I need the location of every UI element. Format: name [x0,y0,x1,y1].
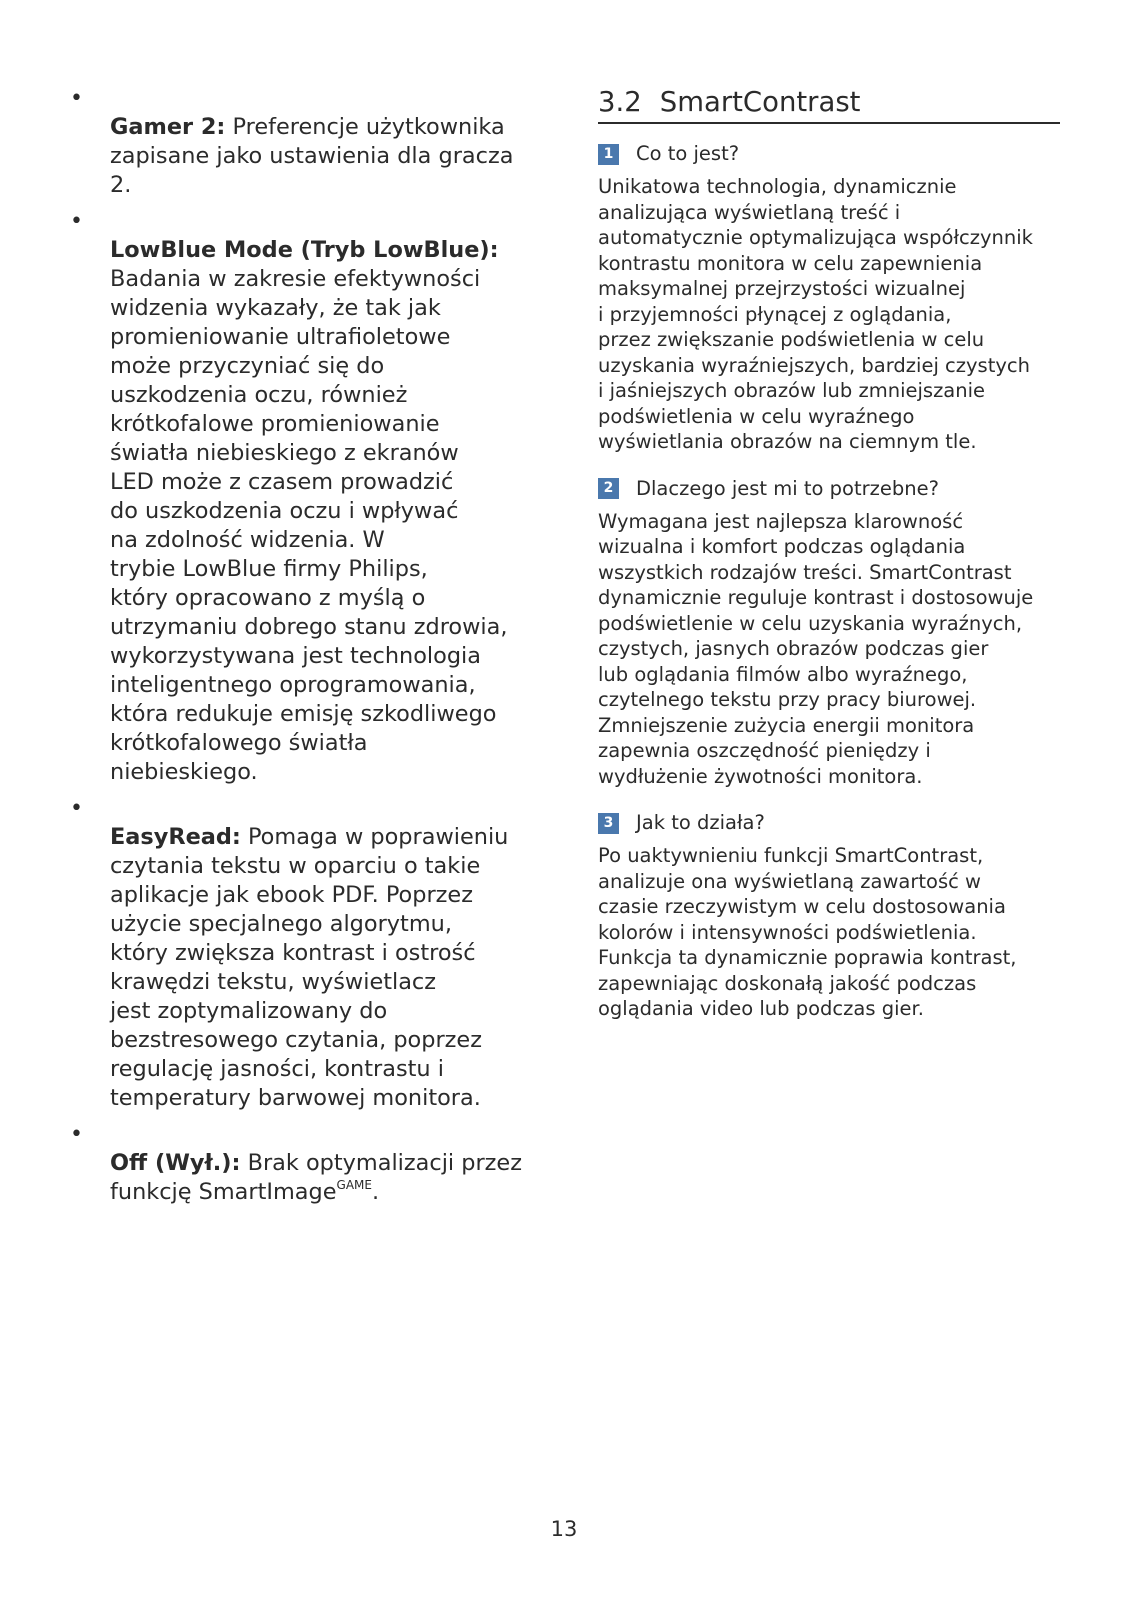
subsection-body-1: Unikatowa technologia, dynamicznie analizująca wyświetlaną treść i automatycznie optymalizująca współczynnik kontrastu monitora w celu zapewnienia maksymalnej przejrzystości wizualnej i przyjemności płynącej z oglądania, przez zwiększanie podświetlenia w celu uzyskania wyraźniejszych, bardziej czystych i jaśniejszych obrazów lub zmniejszanie podświetlenia w celu wyraźnego wyświetlania obrazów na ciemnym tle. [598,175,1033,453]
item-text: Badania w zakresie efektywności widzenia wykazały, że tak jak promieniowanie ultrafioletowe może przyczyniać się do uszkodzenia oczu, również krótkofalowe promieniowanie światła niebieskiego z ekranów LED może z czasem prowadzić do uszkodzenia oczu i wpływać na zdolność widzenia. W trybie LowBlue firmy Philips, który opracowano z myślą o utrzymaniu dobrego stanu zdrowia, wykorzystywana jest technologia inteligentnego oprogramowania, która redukuje emisję szkodliwego krótkofalowego światła niebieskiego. [110,266,508,785]
bullet-icon: • [70,1122,83,1147]
number-badge: 2 [598,478,619,499]
list-item-gamer2 [64,84,534,200]
page-number: 13 [550,1517,578,1541]
item-text: Pomaga w poprawieniu czytania tekstu w oparciu o takie aplikacje jak ebook PDF. Poprzez użycie specjalnego algorytmu, który zwiększa kontrast i ostrość krawędzi tekstu, wyświetlacz jest zoptymalizowany do bezstresowego czytania, poprzez regulację jasności, kontrastu i temperatury barwowej monitora. [110,824,509,1111]
section-title-text: SmartContrast [659,86,861,118]
section-number: 3.2 [598,86,642,118]
item-text: Preferencje użytkownika zapisane jako ustawienia dla gracza 2. [110,114,514,198]
subsection-heading-1 [598,142,1060,166]
number-badge: 1 [598,144,619,165]
item-term: Gamer 2: [110,114,226,140]
item-text: Brak optymalizacji przez funkcję SmartImage [110,1150,522,1205]
item-term: LowBlue Mode (Tryb LowBlue): [110,237,499,263]
item-term: EasyRead: [110,824,241,850]
number-badge: 3 [598,813,619,834]
superscript-game: GAME [336,1178,372,1192]
bullet-icon: • [70,86,83,111]
item-term: Off (Wył.): [110,1150,241,1176]
section-title [598,84,1060,124]
list-item-lowblue [64,207,534,787]
left-column [64,84,534,1214]
right-column [598,84,1060,1022]
item-text-end: . [371,1179,380,1205]
bullet-icon: • [70,796,83,821]
subsection-heading-text: Co to jest? [636,142,740,165]
subsection-heading-text: Jak to działa? [636,811,765,834]
subsection-heading-2 [598,477,1060,501]
picture-mode-list [64,84,534,1207]
subsection-body-3: Po uaktywnieniu funkcji SmartContrast, analizuje ona wyświetlaną zawartość w czasie rzeczywistym w celu dostosowania kolorów i intensywności podświetlenia. Funkcja ta dynamicznie poprawia kontrast, zapewniając doskonałą jakość podczas oglądania video lub podczas gier. [598,844,1017,1020]
subsection-body-2: Wymagana jest najlepsza klarowność wizualna i komfort podczas oglądania wszystkich rodzajów treści. SmartContrast dynamicznie reguluje kontrast i dostosowuje podświetlenie w celu uzyskania wyraźnych, czystych, jasnych obrazów podczas gier lub oglądania filmów albo wyraźnego, czytelnego tekstu przy pracy biurowej. Zmniejszenie zużycia energii monitora zapewnia oszczędność pieniędzy i wydłużenie żywotności monitora. [598,509,1034,788]
bullet-icon: • [70,209,83,234]
subsection-heading-3 [598,811,1060,835]
list-item-off [64,1120,534,1207]
subsection-heading-text: Dlaczego jest mi to potrzebne? [636,476,939,500]
list-item-easyread [64,794,534,1113]
